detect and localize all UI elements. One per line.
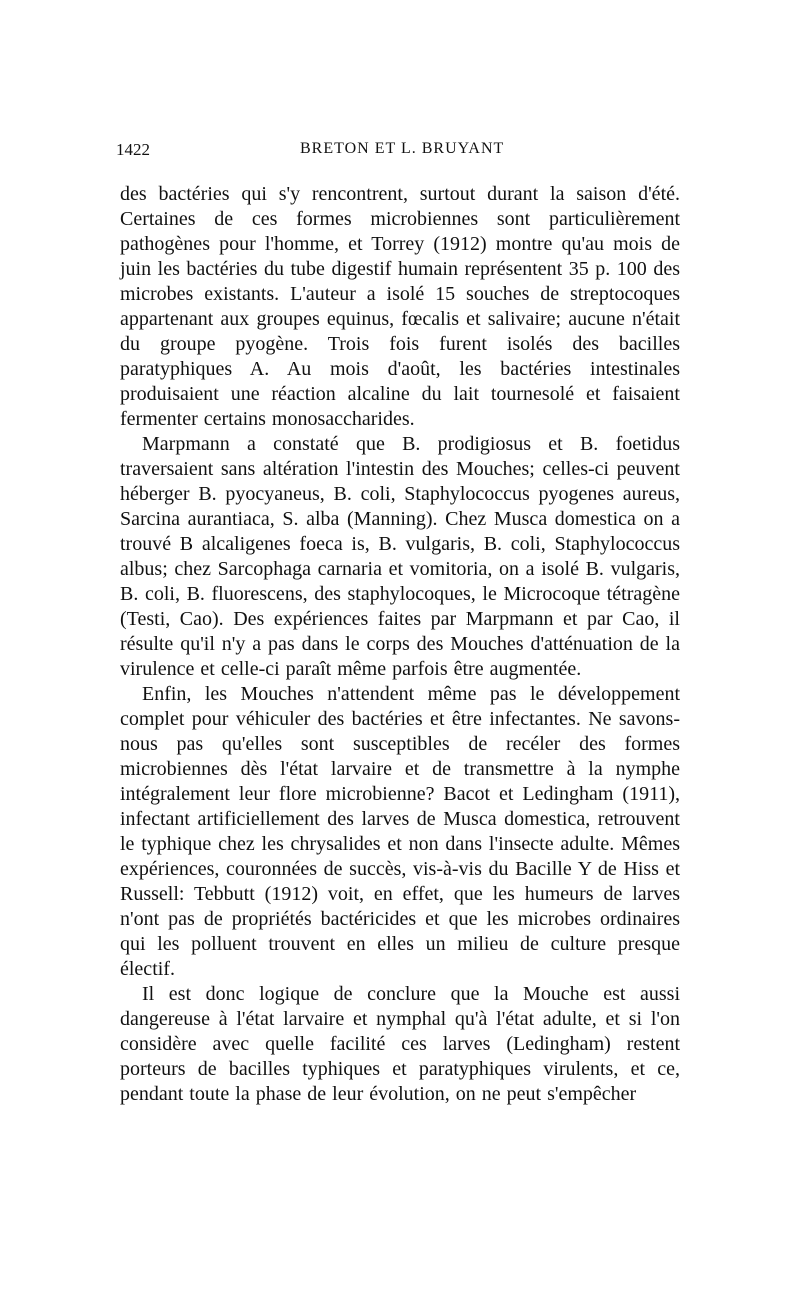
body-text [120,182,680,1107]
paragraph-1: des bactéries qui s'y rencontrent, surtout durant la saison d'été. Certaines de ces formes microbiennes sont particulièrement pathogènes pour l'homme, et Torrey (1912) montre qu'au mois de juin les bactéries du tube digestif humain représentent 35 p. 100 des microbes existants. L'auteur a isolé 15 souches de streptocoques appartenant aux groupes equinus, fœcalis et salivaire; aucune n'était du groupe pyogène. Trois fois furent isolés des bacilles paratyphiques A. Au mois d'août, les bactéries intestinales produisaient une réaction alcaline du lait tournesolé et faisaient fermenter certains monosaccharides. [120,183,680,430]
document-page [116,140,680,1107]
paragraph-2: Marpmann a constaté que B. prodigiosus et B. foetidus traversaient sans altération l'intestin des Mouches; celles-ci peuvent héberger B. pyocyaneus, B. coli, Staphylococcus pyogenes aureus, Sarcina aurantiaca, S. alba (Manning). Chez Musca domestica on a trouvé B alcaligenes foeca is, B. vulgaris, B. coli, Staphylococcus albus; chez Sarcophaga carnaria et vomitoria, on a isolé B. vulgaris, B. coli, B. fluorescens, des staphylocoques, le Microcoque tétragène (Testi, Cao). Des expériences faites par Marpmann et par Cao, il résulte qu'il n'y a pas dans le corps des Mouches d'atténuation de la virulence et celle-ci paraît même parfois être augmentée. [120,433,680,680]
paragraph-3: Enfin, les Mouches n'attendent même pas le développement complet pour véhiculer des bactéries et être infectantes. Ne savons-nous pas qu'elles sont susceptibles de recéler des formes microbiennes dès l'état larvaire et de transmettre à la nymphe intégralement leur flore microbienne? Bacot et Ledingham (1911), infectant artificiellement des larves de Musca domestica, retrouvent le typhique chez les chrysalides et non dans l'insecte adulte. Mêmes expériences, couronnées de succès, vis-à-vis du Bacille Y de Hiss et Russell: Tebbutt (1912) voit, en effet, que les humeurs de larves n'ont pas de propriétés bactéricides et que les microbes ordinaires qui les polluent trouvent en elles un milieu de culture presque électif. [120,683,680,980]
page-number: 1422 [116,140,150,159]
page-header [116,140,680,168]
running-head: BRETON ET L. BRUYANT [300,140,505,157]
paragraph-4: Il est donc logique de conclure que la Mouche est aussi dangereuse à l'état larvaire et nymphal qu'à l'état adulte, et si l'on considère avec quelle facilité ces larves (Ledingham) restent porteurs de bacilles typhiques et paratyphiques virulents, et ce, pendant toute la phase de leur évolution, on ne peut s'empêcher [120,983,680,1105]
